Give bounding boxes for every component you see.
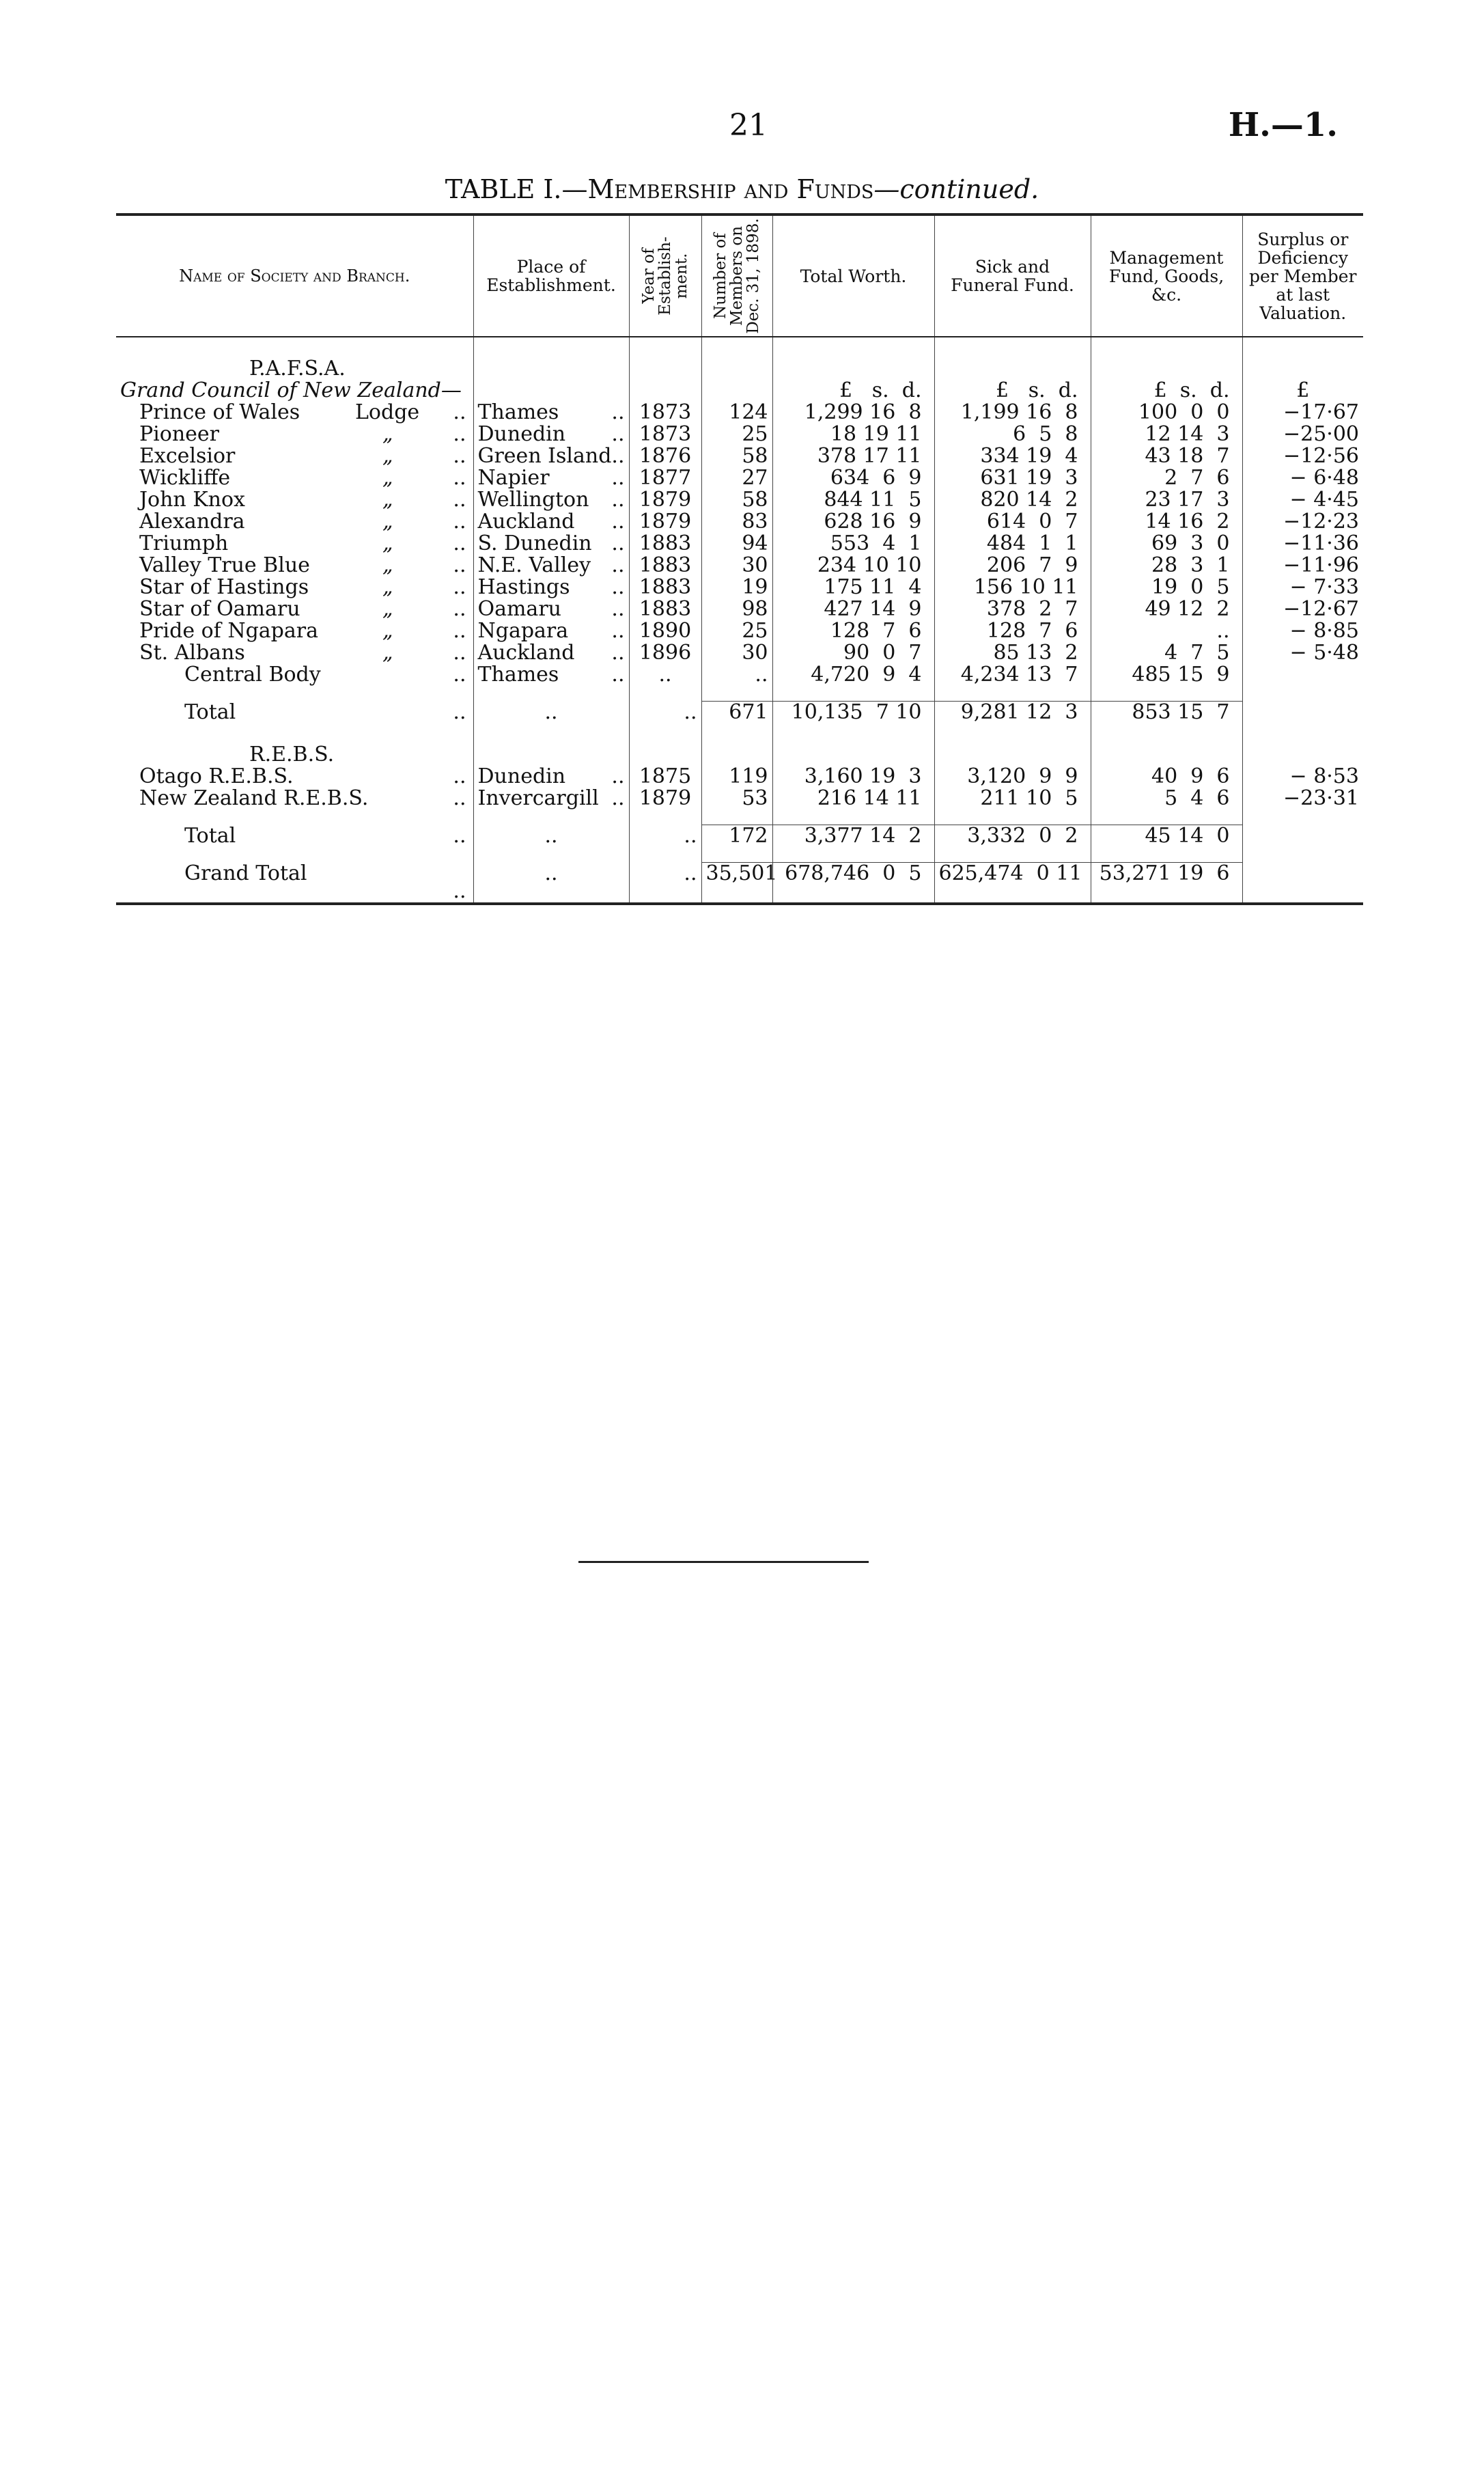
ditto-mark: „ (382, 619, 393, 643)
sick-funeral-fund: 156 10 11 (934, 577, 1091, 598)
member-count: 25 (701, 424, 772, 445)
surplus-deficiency: −12·56 (1242, 445, 1363, 467)
grand-total-label: Grand Total (184, 861, 307, 885)
ditto-mark: „ (382, 553, 393, 577)
year-established: 1875 (629, 766, 701, 788)
col-header-members-line1: Number of (712, 233, 729, 319)
group2-title: R.E.B.S. (249, 743, 335, 766)
units-row (116, 380, 1363, 402)
surplus-deficiency: −23·31 (1242, 788, 1363, 809)
ditto-mark: „ (382, 444, 393, 468)
total-row-rebs: Total .. .. .. 172 3,377 14 2 3,332 0 2 45 14 0 (116, 825, 1363, 848)
total-worth: 90 0 7 (772, 642, 934, 664)
place-of-establishment: Auckland (477, 510, 575, 534)
table-row: Prince of Wales Lodge .. Thames .. 1873 124 1,299 16 8 1,199 16 8 100 0 0 −17·67 (116, 402, 1363, 424)
year-established: 1883 (629, 555, 701, 577)
units-worth: £ s. d. (772, 380, 934, 402)
member-count: 119 (701, 766, 772, 788)
table-title-prefix: TABLE I.— (445, 174, 588, 204)
society-name: Triumph (139, 531, 229, 555)
group-title-row (116, 358, 1363, 380)
year-established: 1873 (629, 424, 701, 445)
society-name: Prince of Wales (139, 400, 300, 424)
sick-funeral-fund: 378 2 7 (934, 598, 1091, 620)
col-header-members-line3: Dec. 31, 1898. (744, 218, 762, 334)
management-fund: 2 7 6 (1091, 467, 1242, 489)
sick-funeral-fund: 3,120 9 9 (934, 766, 1091, 788)
place-of-establishment: N.E. Valley (477, 553, 591, 577)
society-name: John Knox (139, 488, 245, 512)
total1-sick: 9,281 12 3 (934, 702, 1091, 724)
ditto-mark: „ (382, 597, 393, 621)
member-count: 27 (701, 467, 772, 489)
central-body-sick: 4,234 13 7 (934, 664, 1091, 686)
place-of-establishment: Oamaru (477, 597, 561, 621)
ditto-mark: „ (382, 466, 393, 490)
total-worth: 175 11 4 (772, 577, 934, 598)
year-established: 1879 (629, 788, 701, 809)
total-worth: 844 11 5 (772, 489, 934, 511)
table-title (0, 174, 1484, 204)
table-row: John Knox „ .. Wellington .. 1879 58 844 11 5 820 14 2 23 17 3 − 4·45 (116, 489, 1363, 511)
member-count: 94 (701, 533, 772, 555)
total-worth: 18 19 11 (772, 424, 934, 445)
table-row: New Zealand R.E.B.S. .. Invercargill .. 1879 53 216 14 11 211 10 5 5 4 6 −23·31 (116, 788, 1363, 809)
col-header-sick-fund: Sick and Funeral Fund. (934, 215, 1091, 337)
surplus-deficiency: −17·67 (1242, 402, 1363, 424)
units-surplus: £ (1242, 380, 1363, 402)
year-established: 1883 (629, 533, 701, 555)
management-fund: 14 16 2 (1091, 511, 1242, 533)
central-body-members: .. (701, 664, 772, 686)
col-header-year-line2: Establish- (656, 236, 674, 316)
place-of-establishment: Auckland (477, 641, 575, 665)
society-name: Star of Hastings (139, 575, 309, 599)
place-of-establishment: Thames (477, 400, 559, 424)
table-title-suffix: —continued. (873, 174, 1039, 204)
society-name: Pride of Ngapara (139, 619, 318, 643)
table-row: Excelsior „ .. Green Island .. 1876 58 378 17 11 334 19 4 43 18 7 −12·56 (116, 445, 1363, 467)
society-name: Valley True Blue (139, 553, 310, 577)
central-body-year: .. (629, 664, 701, 686)
sick-funeral-fund: 820 14 2 (934, 489, 1091, 511)
place-of-establishment: Napier (477, 466, 550, 490)
table-row: Alexandra „ .. Auckland .. 1879 83 628 16 9 614 0 7 14 16 2 −12·23 (116, 511, 1363, 533)
central-body-place: Thames (477, 663, 559, 687)
total-worth: 427 14 9 (772, 598, 934, 620)
member-count: 58 (701, 489, 772, 511)
sick-funeral-fund: 206 7 9 (934, 555, 1091, 577)
units-sick: £ s. d. (934, 380, 1091, 402)
total2-sick: 3,332 0 2 (934, 825, 1091, 848)
surplus-deficiency: − 8·53 (1242, 766, 1363, 788)
col-header-year (629, 215, 701, 337)
total-worth: 628 16 9 (772, 511, 934, 533)
society-name: Pioneer (139, 422, 220, 446)
central-body-surplus (1242, 664, 1363, 686)
ditto-mark: „ (382, 510, 393, 534)
total2-members: 172 (701, 825, 772, 848)
management-fund: 43 18 7 (1091, 445, 1242, 467)
total2-mgmt: 45 14 0 (1091, 825, 1242, 848)
year-established: 1883 (629, 598, 701, 620)
sick-funeral-fund: 484 1 1 (934, 533, 1091, 555)
grand-total-row: Grand Total .. .. .. 35,501 678,746 0 5 625,474 0 11 53,271 19 6 (116, 863, 1363, 904)
management-fund: 5 4 6 (1091, 788, 1242, 809)
col-header-management-fund: Management Fund, Goods, &c. (1091, 215, 1242, 337)
society-name: New Zealand R.E.B.S. (139, 786, 369, 810)
grand-total-sick: 625,474 0 11 (934, 863, 1091, 904)
management-fund: .. (1091, 620, 1242, 642)
place-of-establishment: Dunedin (477, 764, 566, 788)
surplus-deficiency: − 4·45 (1242, 489, 1363, 511)
member-count: 98 (701, 598, 772, 620)
table-row: Pride of Ngapara „ .. Ngapara .. 1890 25 128 7 6 128 7 6 .. − 8·85 (116, 620, 1363, 642)
surplus-deficiency: −11·96 (1242, 555, 1363, 577)
society-name: Excelsior (139, 444, 236, 468)
ditto-mark: „ (382, 575, 393, 599)
table-row: Valley True Blue „ .. N.E. Valley .. 1883 30 234 10 10 206 7 9 28 3 1 −11·96 (116, 555, 1363, 577)
grand-total-worth: 678,746 0 5 (772, 863, 934, 904)
table-row: Otago R.E.B.S. .. Dunedin .. 1875 119 3,160 19 3 3,120 9 9 40 9 6 − 8·53 (116, 766, 1363, 788)
lodge-label: Lodge (355, 400, 420, 424)
total1-label: Total (184, 700, 236, 724)
total-worth: 634 6 9 (772, 467, 934, 489)
society-name: Wickliffe (139, 466, 231, 490)
member-count: 53 (701, 788, 772, 809)
ditto-mark: „ (382, 641, 393, 665)
sick-funeral-fund: 85 13 2 (934, 642, 1091, 664)
management-fund: 12 14 3 (1091, 424, 1242, 445)
membership-table-container (116, 213, 1363, 905)
grand-total-members: 35,501 (701, 863, 772, 904)
place-of-establishment: Hastings (477, 575, 570, 599)
table-title-main: Membership and Funds (587, 174, 874, 204)
total-worth: 216 14 11 (772, 788, 934, 809)
total1-worth: 10,135 7 10 (772, 702, 934, 724)
place-of-establishment: Green Island (477, 444, 612, 468)
group-title-row (116, 744, 1363, 766)
total1-members: 671 (701, 702, 772, 724)
total-row-pafsa: Total .. .. .. 671 10,135 7 10 9,281 12 3 853 15 7 (116, 702, 1363, 724)
central-body-row: Central Body .. Thames .. .. .. 4,720 9 4 4,234 13 7 485 15 9 (116, 664, 1363, 686)
year-established: 1883 (629, 577, 701, 598)
grand-total-mgmt: 53,271 19 6 (1091, 863, 1242, 904)
sick-funeral-fund: 334 19 4 (934, 445, 1091, 467)
surplus-deficiency: − 7·33 (1242, 577, 1363, 598)
surplus-deficiency: − 6·48 (1242, 467, 1363, 489)
surplus-deficiency: −12·23 (1242, 511, 1363, 533)
ditto-mark: „ (382, 531, 393, 555)
member-count: 58 (701, 445, 772, 467)
management-fund: 28 3 1 (1091, 555, 1242, 577)
central-body-mgmt: 485 15 9 (1091, 664, 1242, 686)
society-name: Otago R.E.B.S. (139, 764, 294, 788)
col-header-members (701, 215, 772, 337)
member-count: 83 (701, 511, 772, 533)
rebs-rows (116, 766, 1363, 809)
place-of-establishment: Wellington (477, 488, 589, 512)
management-fund: 49 12 2 (1091, 598, 1242, 620)
group1-subtitle: Grand Council of New Zealand— (120, 378, 462, 402)
col-header-members-line2: Members on (728, 225, 746, 327)
place-of-establishment: Dunedin (477, 422, 566, 446)
surplus-deficiency: − 8·85 (1242, 620, 1363, 642)
ditto-mark: „ (382, 488, 393, 512)
ditto-mark: „ (382, 422, 393, 446)
surplus-deficiency: −25·00 (1242, 424, 1363, 445)
year-established: 1890 (629, 620, 701, 642)
central-body-name: Central Body (184, 663, 321, 687)
membership-funds-table (116, 213, 1363, 905)
col-header-year-line3: ment. (673, 253, 690, 299)
sick-funeral-fund: 1,199 16 8 (934, 402, 1091, 424)
year-established: 1877 (629, 467, 701, 489)
col-header-name: Name of Society and Branch. (116, 215, 473, 337)
place-of-establishment: Invercargill (477, 786, 599, 810)
central-body-worth: 4,720 9 4 (772, 664, 934, 686)
place-of-establishment: S. Dunedin (477, 531, 592, 555)
total2-label: Total (184, 824, 236, 848)
year-established: 1896 (629, 642, 701, 664)
units-mgmt: £ s. d. (1091, 380, 1242, 402)
year-established: 1879 (629, 511, 701, 533)
society-name: St. Albans (139, 641, 245, 665)
col-header-surplus: Surplus or Deficiency per Member at last Valuation. (1242, 215, 1363, 337)
total-worth: 3,160 19 3 (772, 766, 934, 788)
total-worth: 1,299 16 8 (772, 402, 934, 424)
management-fund: 100 0 0 (1091, 402, 1242, 424)
table-row: St. Albans „ .. Auckland .. 1896 30 90 0 7 85 13 2 4 7 5 − 5·48 (116, 642, 1363, 664)
col-header-place: Place of Establishment. (473, 215, 629, 337)
total-worth: 378 17 11 (772, 445, 934, 467)
footer-rule (578, 1561, 869, 1563)
surplus-deficiency: −12·67 (1242, 598, 1363, 620)
management-fund: 4 7 5 (1091, 642, 1242, 664)
place-of-establishment: Ngapara (477, 619, 569, 643)
year-established: 1873 (629, 402, 701, 424)
member-count: 19 (701, 577, 772, 598)
surplus-deficiency: − 5·48 (1242, 642, 1363, 664)
page-number: 21 (729, 108, 768, 143)
table-row: Pioneer „ .. Dunedin .. 1873 25 18 19 11 6 5 8 12 14 3 −25·00 (116, 424, 1363, 445)
management-fund: 69 3 0 (1091, 533, 1242, 555)
sick-funeral-fund: 631 19 3 (934, 467, 1091, 489)
table-header-row (116, 215, 1363, 337)
sick-funeral-fund: 128 7 6 (934, 620, 1091, 642)
col-header-year-line1: Year of (640, 248, 658, 304)
member-count: 30 (701, 555, 772, 577)
table-row: Star of Oamaru „ .. Oamaru .. 1883 98 427 14 9 378 2 7 49 12 2 −12·67 (116, 598, 1363, 620)
management-fund: 19 0 5 (1091, 577, 1242, 598)
total2-worth: 3,377 14 2 (772, 825, 934, 848)
member-count: 30 (701, 642, 772, 664)
total-worth: 128 7 6 (772, 620, 934, 642)
society-name: Star of Oamaru (139, 597, 300, 621)
surplus-deficiency: −11·36 (1242, 533, 1363, 555)
spacer-row (116, 337, 1363, 358)
col-header-total-worth: Total Worth. (772, 215, 934, 337)
table-row: Wickliffe „ .. Napier .. 1877 27 634 6 9 631 19 3 2 7 6 − 6·48 (116, 467, 1363, 489)
management-fund: 40 9 6 (1091, 766, 1242, 788)
table-row: Star of Hastings „ .. Hastings .. 1883 19 175 11 4 156 10 11 19 0 5 − 7·33 (116, 577, 1363, 598)
member-count: 25 (701, 620, 772, 642)
year-established: 1876 (629, 445, 701, 467)
sick-funeral-fund: 211 10 5 (934, 788, 1091, 809)
year-established: 1879 (629, 489, 701, 511)
management-fund: 23 17 3 (1091, 489, 1242, 511)
sick-funeral-fund: 6 5 8 (934, 424, 1091, 445)
table-row: Triumph „ .. S. Dunedin .. 1883 94 553 4 1 484 1 1 69 3 0 −11·36 (116, 533, 1363, 555)
member-count: 124 (701, 402, 772, 424)
society-name: Alexandra (139, 510, 245, 534)
document-reference: H.—1. (1228, 106, 1338, 144)
total-worth: 234 10 10 (772, 555, 934, 577)
total-worth: 553 4 1 (772, 533, 934, 555)
group1-title: P.A.F.S.A. (249, 357, 346, 380)
pafsa-rows (116, 402, 1363, 664)
total1-mgmt: 853 15 7 (1091, 702, 1242, 724)
sick-funeral-fund: 614 0 7 (934, 511, 1091, 533)
